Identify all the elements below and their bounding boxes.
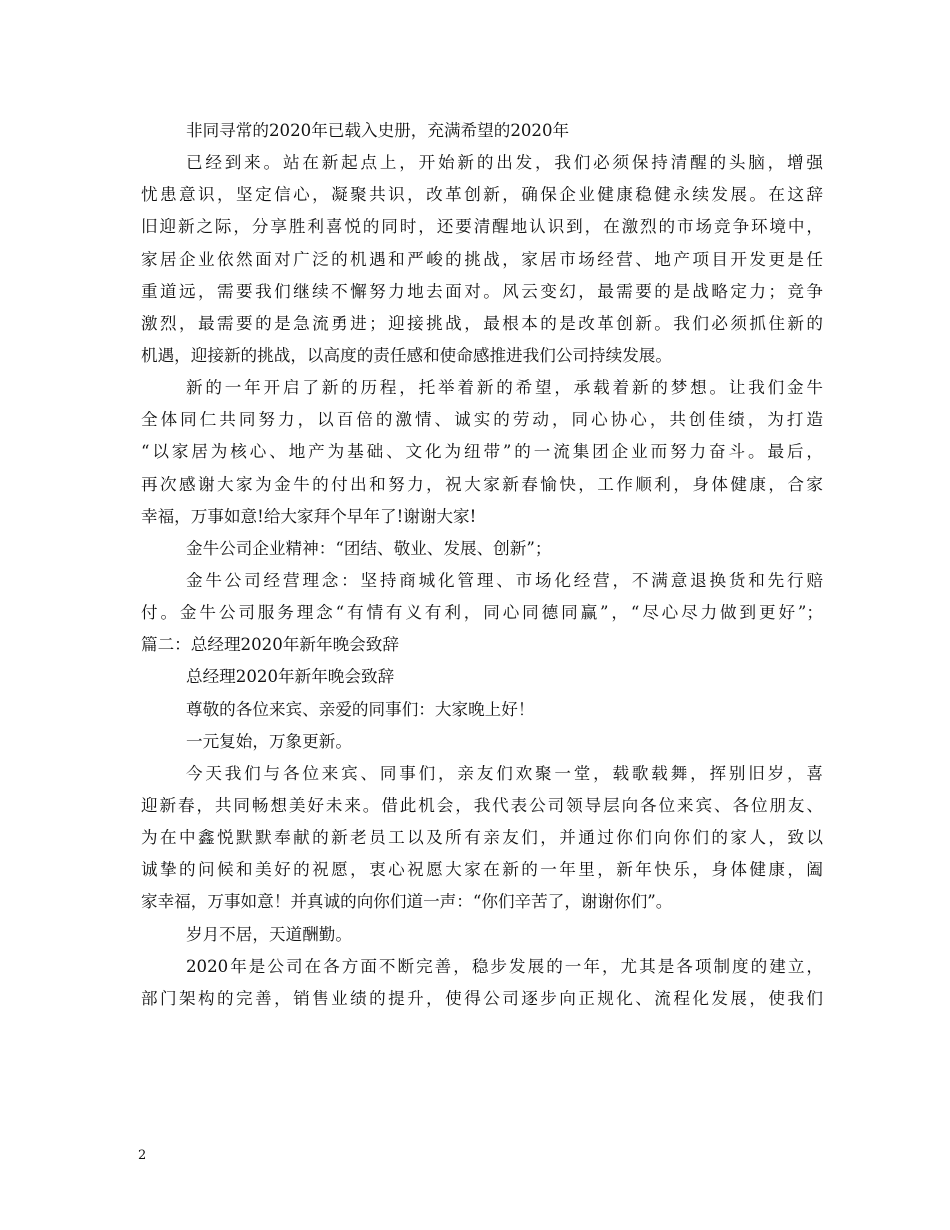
- text-line: 重道远，需要我们继续不懈努力地去面对。风云变幻，最需要的是战略定力；竞争: [141, 281, 823, 301]
- text-line: 忧患意识，坚定信心，凝聚共识，改革创新，确保企业健康稳健永续发展。在这辞: [141, 185, 823, 205]
- text-line: 部门架构的完善，销售业绩的提升，使得公司逐步向正规化、流程化发展，使我们: [141, 988, 823, 1008]
- text-line: 家幸福，万事如意！并真诚的向你们道一声：“你们辛苦了，谢谢你们”。: [141, 892, 673, 912]
- text-line: 岁月不居，天道酬勤。: [186, 924, 352, 944]
- text-line: 总经理2020年新年晚会致辞: [186, 667, 395, 687]
- text-line: 尊敬的各位来宾、亲爱的同事们：大家晚上好！: [186, 699, 535, 719]
- text-line: 激烈，最需要的是急流勇进；迎接挑战，最根本的是改革创新。我们必须抓住新的: [141, 313, 823, 333]
- text-line: 今天我们与各位来宾、同事们，亲友们欢聚一堂，载歌载舞，挥别旧岁，喜: [186, 763, 823, 783]
- text-line: “以家居为核心、地产为基础、文化为纽带”的一流集团企业而努力奋斗。最后，: [141, 442, 823, 462]
- text-line: 迎新春，共同畅想美好未来。借此机会，我代表公司领导层向各位来宾、各位朋友、: [141, 795, 823, 815]
- page-number: 2: [138, 1148, 147, 1163]
- text-line: 金牛公司经营理念：坚持商城化管理、市场化经营，不满意退换货和先行赔: [186, 570, 823, 590]
- text-line: 旧迎新之际，分享胜利喜悦的同时，还要清醒地认识到，在激烈的市场竞争环境中，: [141, 217, 823, 237]
- text-line: 再次感谢大家为金牛的付出和努力，祝大家新春愉快，工作顺利，身体健康，合家: [141, 474, 823, 494]
- text-line: 幸福，万事如意!给大家拜个早年了!谢谢大家!: [141, 506, 477, 526]
- text-line: 新的一年开启了新的历程，托举着新的希望，承载着新的梦想。让我们金牛: [186, 378, 823, 398]
- text-line: 非同寻常的2020年已载入史册，充满希望的2020年: [186, 121, 570, 140]
- text-line: 一元复始，万象更新。: [186, 731, 352, 751]
- text-line: 机遇，迎接新的挑战，以高度的责任感和使命感推进我们公司持续发展。: [141, 345, 672, 365]
- text-line: 为在中鑫悦默默奉献的新老员工以及所有亲友们，并通过你们向你们的家人，致以: [141, 828, 823, 848]
- text-line: 诚挚的问候和美好的祝愿，衷心祝愿大家在新的一年里，新年快乐，身体健康，阖: [141, 860, 823, 880]
- document-body: [141, 115, 823, 1015]
- text-line: 全体同仁共同努力，以百倍的激情、诚实的劳动，同心协心，共创佳绩，为打造: [141, 410, 823, 430]
- text-line: 金牛公司企业精神：“团结、敬业、发展、创新”；: [186, 538, 552, 558]
- text-line: 家居企业依然面对广泛的机遇和严峻的挑战，家居市场经营、地产项目开发更是任: [141, 249, 823, 269]
- text-line: 付。金牛公司服务理念“有情有义有利，同心同德同赢”，“尽心尽力做到更好”；: [141, 603, 823, 623]
- text-line: 已经到来。站在新起点上，开始新的出发，我们必须保持清醒的头脑，增强: [186, 153, 823, 173]
- text-line: 2020年是公司在各方面不断完善，稳步发展的一年，尤其是各项制度的建立，: [186, 956, 823, 976]
- text-line: 篇二：总经理2020年新年晚会致辞: [141, 635, 399, 655]
